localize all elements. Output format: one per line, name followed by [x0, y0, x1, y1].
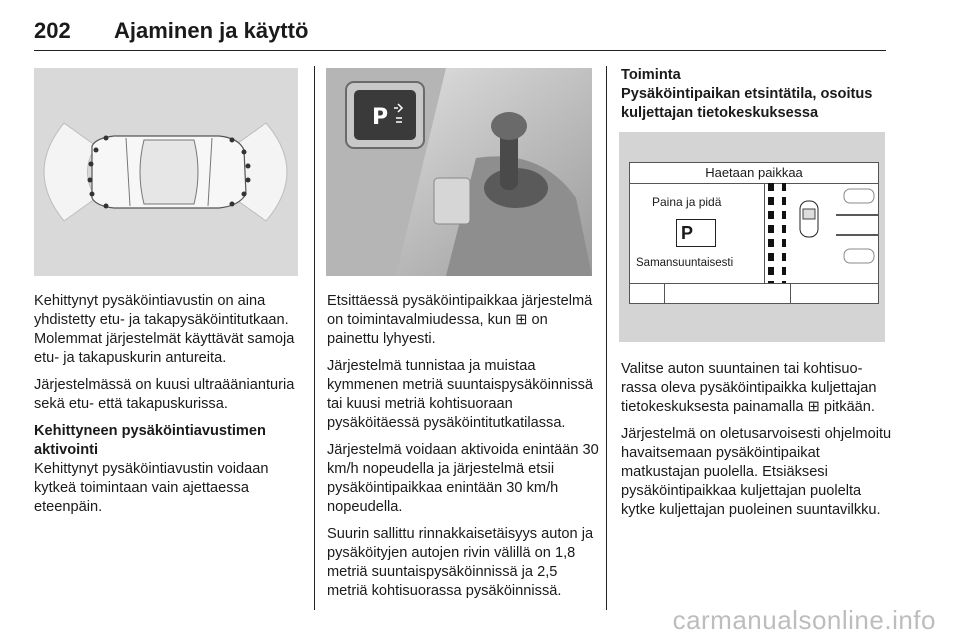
display-parking-symbol: P: [681, 223, 694, 243]
column-divider-1: [314, 66, 315, 610]
column-2-text: [327, 292, 599, 609]
select-paragraph: Valitse auton suuntainen tai kohtisuorassa oleva pysäköintipaikka kuljettajan tietokeskuksesta painamalla ⊞ pitkään.: [621, 361, 877, 415]
sensors-paragraph: Järjestelmässä on kuusi ultraäänianturia sekä etu- että takapuskurissa.: [34, 377, 295, 412]
activation-paragraph: Kehittynyt pysäköintiavustin voidaan kytkeä toimintaan vain ajettaessa eteenpäin.: [34, 461, 269, 515]
distance-paragraph: Suurin sallittu rinnakkaisetäisyys auton ja pysäköityjen autojen rivin välillä on 1,8 metriä suuntaispysäköinnissä ja 2,5 metriä kohtisuorassa pysäköinnissä.: [327, 526, 594, 599]
display-title: Haetaan paikkaa: [630, 163, 878, 184]
chapter-title: Ajaminen ja käyttö: [114, 18, 309, 43]
sensor-zones-graphic: [34, 68, 298, 276]
operation-heading: Toiminta: [621, 67, 681, 83]
display-left-pane: [630, 183, 765, 283]
page-header: [34, 10, 886, 51]
column-3-headings: [621, 66, 889, 123]
default-side-paragraph: Järjestelmä on oletusarvoisesti ohjelmoitu havaitsemaan pysäköintipaikat matkustajan puolella. Etsiäksesi pysäköintipaikkaa kuljettajan puolelta kytke kuljettajan puoleinen suuntavilkku.: [621, 426, 892, 518]
intro-paragraph: Kehittynyt pysäköintiavustin on aina yhdistetty etu- ja takapysäköintitutkaan. Molemmat järjestelmät käyttävät samoja etu- ja takapuskurin antureita.: [34, 293, 295, 366]
display-screen: [629, 162, 879, 304]
lane-marking: [768, 183, 774, 283]
center-console-photo: [326, 68, 592, 276]
column-divider-2: [606, 66, 607, 610]
console-graphic: [326, 68, 592, 276]
footer-divider-2: [790, 284, 791, 304]
display-footer: [630, 283, 878, 304]
display-mode: Samansuuntaisesti: [636, 257, 734, 269]
display-prompt: Paina ja pidä: [652, 195, 722, 209]
speed-paragraph: Järjestelmä voidaan aktivoida enintään 30 km/h nopeudella ja järjestelmä etsii pysäköintipaikkaa enintään 30 km/h nopeudella.: [327, 442, 599, 515]
parking-sensor-illustration: [34, 68, 298, 276]
watermark: carmanualsonline.info: [672, 605, 936, 635]
display-parking-icon: [676, 219, 716, 247]
lane-marking-2: [782, 183, 786, 283]
search-paragraph: Etsittäessä pysäköintipaikkaa järjestelmä on toimintavalmiudessa, kun ⊞ on painettu lyhyesti.: [327, 293, 593, 347]
page-number: 202: [34, 18, 71, 43]
activation-heading: Kehittyneen pysäköintiavustimen aktivointi: [34, 423, 266, 458]
search-mode-heading: Pysäköintipaikan etsintätila, osoitus kuljettajan tietokeskuksessa: [621, 86, 873, 121]
footer-divider-1: [664, 284, 665, 304]
column-3-text: [621, 360, 893, 528]
parking-scene-icon: [790, 183, 878, 283]
driver-info-display: [619, 132, 885, 342]
column-1-text: [34, 292, 302, 525]
detection-paragraph: Järjestelmä tunnistaa ja muistaa kymmenen metriä suuntaispysäköinnissä tai kuusi metriä kohtisuoraan pysäköitäessä pysäköintitutkatilassa.: [327, 358, 594, 431]
parking-button-label: P: [372, 105, 389, 130]
